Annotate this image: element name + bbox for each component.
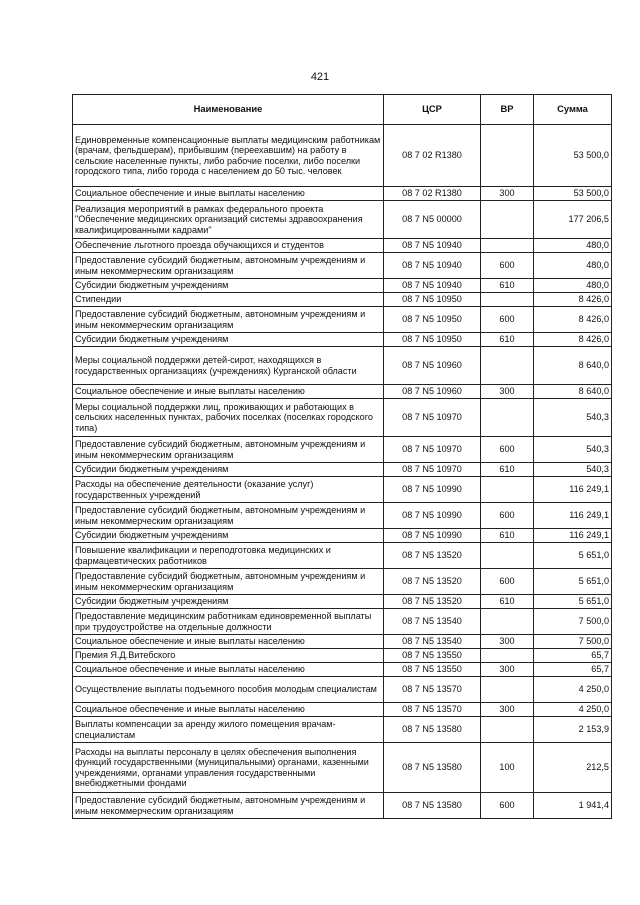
page-number: 421 [310,71,330,83]
table-body [73,125,612,819]
table-row [73,385,612,399]
cell-sum: 480,0 [534,279,612,293]
cell-name: Предоставление медицинским работникам единовременной выплаты при трудоустройстве на отдельные должности [73,609,384,635]
table-row [73,529,612,543]
cell-vr [481,293,534,307]
cell-vr: 600 [481,307,534,333]
budget-table [72,94,612,819]
table-header-row [73,95,612,125]
table-row [73,503,612,529]
cell-csr: 08 7 N5 13520 [384,543,481,569]
cell-sum: 8 640,0 [534,347,612,385]
cell-name: Субсидии бюджетным учреждениям [73,333,384,347]
cell-vr: 100 [481,743,534,793]
cell-vr [481,649,534,663]
cell-vr [481,201,534,239]
cell-vr: 300 [481,187,534,201]
table-row [73,703,612,717]
cell-sum: 4 250,0 [534,703,612,717]
table-row [73,347,612,385]
cell-vr: 600 [481,253,534,279]
cell-name: Предоставление субсидий бюджетным, автономным учреждениям и иным некоммерческим организациям [73,253,384,279]
table-row [73,717,612,743]
cell-vr: 300 [481,385,534,399]
table-row [73,293,612,307]
table-row [73,333,612,347]
table-row [73,307,612,333]
cell-csr: 08 7 N5 13570 [384,703,481,717]
cell-vr: 610 [481,529,534,543]
table-row [73,663,612,677]
table-row [73,569,612,595]
cell-csr: 08 7 N5 13580 [384,743,481,793]
cell-csr: 08 7 N5 10940 [384,279,481,293]
table-row [73,399,612,437]
cell-vr: 610 [481,595,534,609]
cell-csr: 08 7 N5 13520 [384,569,481,595]
cell-sum: 7 500,0 [534,609,612,635]
cell-vr: 300 [481,663,534,677]
cell-csr: 08 7 02 R1380 [384,187,481,201]
cell-name: Предоставление субсидий бюджетным, автономным учреждениям и иным некоммерческим организациям [73,569,384,595]
cell-csr: 08 7 N5 13520 [384,595,481,609]
cell-csr: 08 7 N5 13550 [384,649,481,663]
cell-name: Социальное обеспечение и иные выплаты населению [73,635,384,649]
cell-csr: 08 7 N5 10960 [384,385,481,399]
cell-vr [481,609,534,635]
cell-sum: 5 651,0 [534,595,612,609]
cell-name: Предоставление субсидий бюджетным, автономным учреждениям и иным некоммерческим организациям [73,503,384,529]
cell-vr: 300 [481,635,534,649]
table-row [73,279,612,293]
cell-csr: 08 7 N5 13580 [384,717,481,743]
table-row [73,677,612,703]
header-vr: ВР [481,95,534,125]
cell-name: Субсидии бюджетным учреждениям [73,595,384,609]
cell-sum: 116 249,1 [534,503,612,529]
cell-vr: 610 [481,279,534,293]
header-name: Наименование [73,95,384,125]
cell-name: Предоставление субсидий бюджетным, автономным учреждениям и иным некоммерческим организациям [73,307,384,333]
cell-sum: 177 206,5 [534,201,612,239]
table-row [73,635,612,649]
cell-name: Выплаты компенсации за аренду жилого помещения врачам-специалистам [73,717,384,743]
table-row [73,187,612,201]
cell-csr: 08 7 N5 10990 [384,503,481,529]
cell-sum: 116 249,1 [534,477,612,503]
table-row [73,743,612,793]
cell-csr: 08 7 N5 10970 [384,463,481,477]
cell-sum: 480,0 [534,253,612,279]
cell-name: Меры социальной поддержки детей-сирот, находящихся в государственных организациях (учреждениях) Курганской области [73,347,384,385]
cell-sum: 116 249,1 [534,529,612,543]
header-sum: Сумма [534,95,612,125]
cell-csr: 08 7 N5 10970 [384,399,481,437]
cell-name: Меры социальной поддержки лиц, проживающих и работающих в сельских населенных пунктах, рабочих поселках (поселках городского типа) [73,399,384,437]
cell-csr: 08 7 N5 10950 [384,293,481,307]
cell-csr: 08 7 N5 13570 [384,677,481,703]
cell-sum: 540,3 [534,399,612,437]
cell-name: Субсидии бюджетным учреждениям [73,529,384,543]
cell-sum: 8 426,0 [534,333,612,347]
cell-csr: 08 7 N5 10940 [384,253,481,279]
cell-sum: 480,0 [534,239,612,253]
cell-csr: 08 7 N5 13540 [384,609,481,635]
cell-csr: 08 7 02 R1380 [384,125,481,187]
cell-csr: 08 7 N5 10950 [384,307,481,333]
cell-name: Расходы на обеспечение деятельности (оказание услуг) государственных учреждений [73,477,384,503]
cell-sum: 53 500,0 [534,187,612,201]
cell-vr: 610 [481,463,534,477]
cell-sum: 5 651,0 [534,543,612,569]
cell-csr: 08 7 N5 10970 [384,437,481,463]
cell-sum: 212,5 [534,743,612,793]
cell-name: Повышение квалификации и переподготовка медицинских и фармацевтических работников [73,543,384,569]
cell-sum: 7 500,0 [534,635,612,649]
cell-name: Единовременные компенсационные выплаты медицинским работникам (врачам, фельдшерам), прибывшим (переехавшим) на работу в сельские населенные пункты, либо рабочие поселки, либо поселки городского типа, либо города с населением до 50 тыс. человек [73,125,384,187]
table-row [73,239,612,253]
cell-name: Предоставление субсидий бюджетным, автономным учреждениям и иным некоммерческим организациям [73,437,384,463]
cell-name: Стипендии [73,293,384,307]
table-row [73,125,612,187]
table-row [73,437,612,463]
cell-vr: 600 [481,793,534,819]
table-row [73,477,612,503]
cell-name: Расходы на выплаты персоналу в целях обеспечения выполнения функций государственными (муниципальными) органами, казенными учреждениями, органами управления государственными внебюджетными фондами [73,743,384,793]
cell-name: Реализация мероприятий в рамках федерального проекта "Обеспечение медицинских организаций системы здравоохранения квалифицированными кадрами" [73,201,384,239]
header-csr: ЦСР [384,95,481,125]
cell-csr: 08 7 N5 13540 [384,635,481,649]
cell-sum: 65,7 [534,663,612,677]
cell-csr: 08 7 N5 00000 [384,201,481,239]
cell-csr: 08 7 N5 10960 [384,347,481,385]
table-row [73,253,612,279]
cell-csr: 08 7 N5 10950 [384,333,481,347]
cell-name: Предоставление субсидий бюджетным, автономным учреждениям и иным некоммерческим организациям [73,793,384,819]
table-row [73,649,612,663]
cell-sum: 540,3 [534,463,612,477]
cell-vr: 600 [481,503,534,529]
table-row [73,595,612,609]
cell-csr: 08 7 N5 10940 [384,239,481,253]
cell-name: Обеспечение льготного проезда обучающихся и студентов [73,239,384,253]
cell-vr [481,125,534,187]
table-row [73,463,612,477]
cell-sum: 53 500,0 [534,125,612,187]
cell-name: Социальное обеспечение и иные выплаты населению [73,187,384,201]
cell-sum: 8 426,0 [534,307,612,333]
cell-name: Субсидии бюджетным учреждениям [73,279,384,293]
cell-vr [481,239,534,253]
cell-sum: 8 640,0 [534,385,612,399]
cell-name: Социальное обеспечение и иные выплаты населению [73,385,384,399]
cell-sum: 8 426,0 [534,293,612,307]
cell-csr: 08 7 N5 13580 [384,793,481,819]
cell-vr [481,347,534,385]
cell-vr [481,543,534,569]
table-row [73,609,612,635]
cell-vr [481,677,534,703]
cell-vr: 610 [481,333,534,347]
cell-sum: 5 651,0 [534,569,612,595]
cell-vr: 600 [481,569,534,595]
cell-csr: 08 7 N5 10990 [384,477,481,503]
cell-sum: 4 250,0 [534,677,612,703]
table-row [73,793,612,819]
cell-sum: 2 153,9 [534,717,612,743]
cell-sum: 540,3 [534,437,612,463]
cell-sum: 1 941,4 [534,793,612,819]
cell-name: Субсидии бюджетным учреждениям [73,463,384,477]
cell-sum: 65,7 [534,649,612,663]
cell-vr [481,717,534,743]
table-row [73,543,612,569]
cell-name: Социальное обеспечение и иные выплаты населению [73,663,384,677]
cell-vr: 600 [481,437,534,463]
cell-vr [481,399,534,437]
cell-vr: 300 [481,703,534,717]
table-row [73,201,612,239]
cell-csr: 08 7 N5 13550 [384,663,481,677]
cell-vr [481,477,534,503]
cell-csr: 08 7 N5 10990 [384,529,481,543]
cell-name: Премия Я.Д.Витебского [73,649,384,663]
cell-name: Осуществление выплаты подъемного пособия молодым специалистам [73,677,384,703]
cell-name: Социальное обеспечение и иные выплаты населению [73,703,384,717]
